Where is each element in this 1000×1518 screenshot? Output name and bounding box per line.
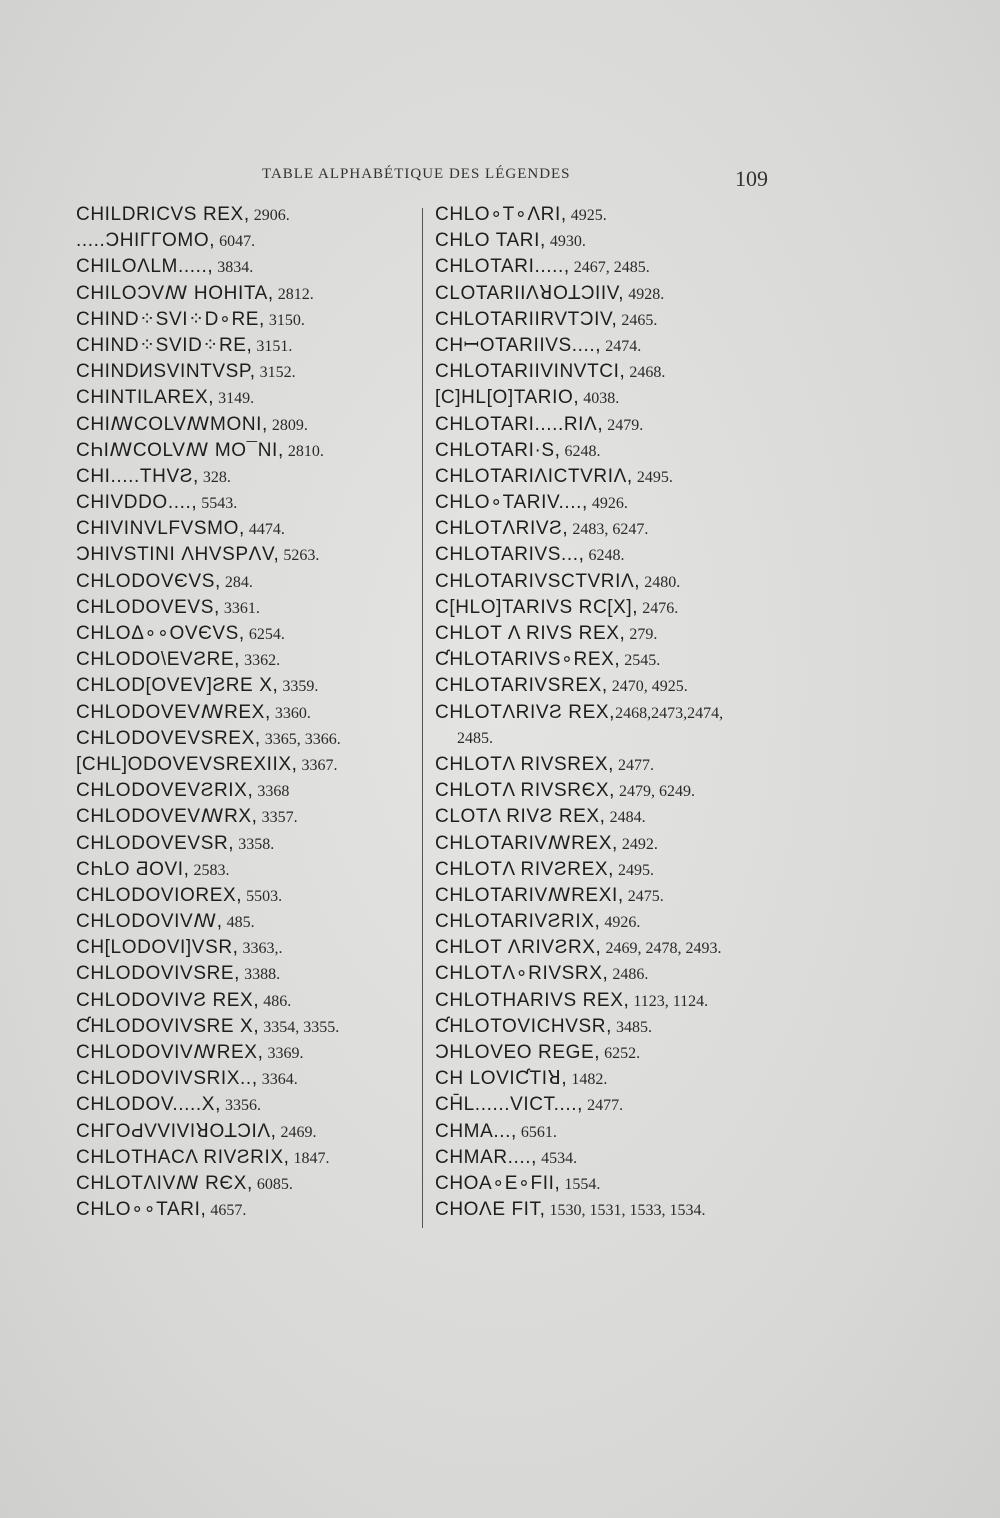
index-entry <box>76 542 416 568</box>
reference-numbers: 2495. <box>632 468 673 486</box>
legend-text: CHLODOVEVSREX, <box>76 727 261 749</box>
index-entry <box>435 1119 785 1145</box>
reference-numbers: 4657. <box>206 1202 247 1220</box>
legend-text: CHLODOVIVꟿ, <box>76 911 223 933</box>
index-entry <box>435 385 785 411</box>
legend-text: C[HLO]TARIVS RC[X], <box>435 596 639 618</box>
legend-text: [CHL]ODOVEVSREXIIX, <box>76 753 298 775</box>
index-entry <box>76 1092 416 1118</box>
reference-numbers: 2470, 4925. <box>607 678 688 696</box>
index-entry <box>76 909 416 935</box>
index-entry <box>76 307 416 333</box>
legend-text: CHLOTARI·S, <box>435 439 561 461</box>
legend-text: CHLOTARIVꟿREXI, <box>435 884 624 906</box>
legend-text: CHMAR...., <box>435 1146 538 1168</box>
index-entry <box>76 726 416 752</box>
reference-numbers: 3365, 3366. <box>260 730 341 748</box>
index-entry <box>435 464 785 490</box>
legend-text: ƆHLOVEO REGE, <box>435 1042 601 1063</box>
reference-numbers: 328. <box>198 468 231 486</box>
index-entry <box>76 1145 416 1171</box>
index-entry <box>76 254 416 280</box>
reference-numbers: 1482. <box>567 1071 608 1089</box>
reference-numbers: 4928. <box>624 285 665 303</box>
index-entry <box>435 1197 785 1223</box>
index-entry <box>435 804 785 830</box>
reference-numbers: 5503. <box>242 887 283 905</box>
index-entry <box>435 202 785 228</box>
reference-numbers: 1554. <box>560 1175 601 1193</box>
index-entry <box>435 490 785 516</box>
legend-text: CHLOTARI.....RIΛ, <box>435 413 604 435</box>
reference-numbers: 2477. <box>583 1097 624 1115</box>
index-entry <box>76 935 416 961</box>
reference-numbers: 2476. <box>638 599 679 617</box>
legend-text: CHLOTARIVƧRIX, <box>435 911 601 933</box>
index-entry <box>435 307 785 333</box>
index-entry <box>435 228 785 254</box>
legend-text: CHLOT ΛRIVƧRX, <box>435 937 602 959</box>
index-entry <box>435 569 785 595</box>
reference-numbers: 3354, 3355. <box>259 1018 340 1036</box>
reference-numbers: 3356. <box>220 1097 261 1115</box>
index-entry <box>435 438 785 464</box>
legend-text: CHIND⁘SVID⁘RE, <box>76 334 253 356</box>
legend-text: CHLOTARIIRVTƆIV, <box>435 308 618 330</box>
reference-numbers: 2492. <box>617 835 658 853</box>
reference-numbers: 4925. <box>566 207 607 224</box>
legend-text: CHLODOVIOREX, <box>76 884 243 906</box>
legend-text: CHLOTARIVS..., <box>435 544 585 566</box>
legend-text: CHLOTΛ RIVSREX, <box>435 753 615 775</box>
index-entry <box>76 673 416 699</box>
page-number: 109 <box>735 166 768 191</box>
index-entry <box>76 412 416 438</box>
reference-numbers: 2812. <box>273 285 314 303</box>
legend-text: CHLOTΛIVꟿ RЄX, <box>76 1172 253 1194</box>
reference-numbers: 2468. <box>625 364 666 382</box>
legend-text: CHINTILAREX, <box>76 387 215 409</box>
reference-numbers: 3359. <box>278 678 319 696</box>
reference-numbers: 2485. <box>457 729 493 747</box>
index-entry <box>435 647 785 673</box>
legend-text: CHLOTΛRIVƧ, <box>435 518 569 540</box>
legend-text: CHLOTHACΛ RIVƧRIX, <box>76 1146 290 1168</box>
reference-numbers: 2495. <box>614 861 655 879</box>
legend-text: CHLOTΛRIVƧ REX, <box>435 701 616 723</box>
index-entry <box>435 542 785 568</box>
reference-numbers: 4038. <box>579 390 620 408</box>
legend-text: CHLODOVEVS, <box>76 596 220 618</box>
reference-numbers: 2475. <box>623 887 664 905</box>
reference-numbers: 284. <box>220 573 253 591</box>
legend-text: CHLOTARIΛICTVRIΛ, <box>435 465 633 487</box>
index-entry <box>435 909 785 935</box>
reference-numbers: 2465. <box>617 311 658 329</box>
index-entry <box>435 1066 785 1092</box>
legend-text: CHLODOVIVSRE, <box>76 963 241 985</box>
index-entry <box>76 1066 416 1092</box>
index-entry <box>76 1171 416 1197</box>
index-entry <box>435 1040 785 1066</box>
legend-text: CHLOTARI....., <box>435 256 570 278</box>
index-entry <box>435 673 785 699</box>
reference-numbers: 3152. <box>255 364 296 382</box>
reference-numbers: 6561. <box>516 1123 557 1141</box>
reference-numbers: 3388. <box>240 966 281 984</box>
reference-numbers: 3358. <box>234 835 275 853</box>
index-entry <box>76 281 416 307</box>
reference-numbers: 2483, 6247. <box>568 521 649 539</box>
reference-numbers: 3362. <box>240 652 281 670</box>
reference-numbers: 4926. <box>600 914 641 932</box>
index-entry <box>76 359 416 385</box>
index-entry <box>76 516 416 542</box>
index-entry <box>435 726 785 752</box>
reference-numbers: 2809. <box>267 416 308 434</box>
legend-text: CHLOT Λ RIVS REX, <box>435 623 626 644</box>
reference-numbers: 1530, 1531, 1533, 1534. <box>545 1202 706 1220</box>
legend-text: CHLODO\EVƧRE, <box>76 649 241 671</box>
index-entry <box>76 1197 416 1223</box>
reference-numbers: 1847. <box>289 1149 330 1167</box>
legend-text: CHLODOVEVSR, <box>76 832 235 854</box>
legend-text: CHLOTARIVꟿREX, <box>435 832 618 854</box>
legend-text: CHLO∘T∘ΛRI, <box>435 204 567 225</box>
legend-text: CHLO∘∘TARI, <box>76 1199 207 1221</box>
legend-text: CHLOTΛ RIVSRЄX, <box>435 780 615 802</box>
reference-numbers: 2484. <box>605 809 646 827</box>
index-entry <box>76 804 416 830</box>
legend-text: CҺIꟿCOLVꟿ MO¯NI, <box>76 439 284 461</box>
index-entry <box>435 254 785 280</box>
column-divider <box>422 208 423 1228</box>
index-entry <box>76 961 416 987</box>
index-entry <box>435 621 785 647</box>
reference-numbers: 3834. <box>213 259 254 277</box>
legend-text: ƇHLOTARIVS∘REX, <box>435 649 621 671</box>
index-entry <box>435 752 785 778</box>
index-entry <box>435 595 785 621</box>
index-entry <box>435 516 785 542</box>
legend-text: CHLODOVIVꟿREX, <box>76 1042 264 1063</box>
reference-numbers: 485. <box>222 914 255 932</box>
index-entry <box>76 700 416 726</box>
reference-numbers: 2469. <box>276 1123 317 1141</box>
running-head: TABLE ALPHABÉTIQUE DES LÉGENDES <box>262 166 571 182</box>
legend-text: CHLOTARIVSREX, <box>435 675 608 697</box>
index-entry <box>76 438 416 464</box>
index-entry <box>76 1119 416 1145</box>
legend-text: CHOΛE FIT, <box>435 1199 546 1221</box>
legend-text: CHLODOVIVSRIX.., <box>76 1068 258 1090</box>
index-entry <box>435 857 785 883</box>
reference-numbers: 3485. <box>611 1018 652 1036</box>
index-entry <box>435 333 785 359</box>
legend-text: CHLODOVEVꟿREX, <box>76 701 271 723</box>
legend-text: CHLODOVЄVS, <box>76 570 221 592</box>
left-column <box>76 202 416 1223</box>
legend-text: CHLOΔ∘∘OVЄVS, <box>76 623 245 644</box>
index-entry <box>435 359 785 385</box>
index-entry <box>76 647 416 673</box>
index-entry <box>76 1014 416 1040</box>
reference-numbers: 5543. <box>197 495 238 513</box>
reference-numbers: 6047. <box>215 233 256 251</box>
legend-text: ƇHLODOVIVSRE X, <box>76 1015 260 1037</box>
legend-text: [C]HL[O]TARIO, <box>435 387 580 409</box>
legend-text: CҺLO ƋOVI, <box>76 858 190 880</box>
legend-text: CHLODOVIVƧ REX, <box>76 989 260 1011</box>
legend-text: CLOTΛ RIVƧ REX, <box>435 806 606 828</box>
legend-text: CHꟷOTARIIVS...., <box>435 334 602 356</box>
legend-text: CHLO∘TARIV...., <box>435 492 588 514</box>
reference-numbers: 3367. <box>297 756 338 774</box>
legend-text: CHIND⁘SVI⁘D∘RE, <box>76 308 265 330</box>
index-entry <box>76 778 416 804</box>
reference-numbers: 6252. <box>600 1045 641 1062</box>
legend-text: CHINDИSVINTVSP, <box>76 361 256 383</box>
legend-text: CHIꟿCOLVꟿMONI, <box>76 413 268 435</box>
reference-numbers: 2479, 6249. <box>615 783 695 801</box>
reference-numbers: 4534. <box>537 1149 578 1167</box>
reference-numbers: 486. <box>259 992 292 1010</box>
index-entry <box>435 1092 785 1118</box>
legend-text: CHLODOVEVƧRIX, <box>76 780 254 802</box>
index-entry <box>435 412 785 438</box>
legend-text: CHLOTARIIVINVTCI, <box>435 361 626 383</box>
legend-text: ƇHLOTOVICHVSR, <box>435 1015 612 1037</box>
index-entry <box>435 281 785 307</box>
reference-numbers: 4474. <box>244 521 285 539</box>
index-entry <box>435 1145 785 1171</box>
index-entry <box>76 857 416 883</box>
reference-numbers: 2906. <box>249 207 290 224</box>
index-entry <box>76 385 416 411</box>
reference-numbers: 6248. <box>560 442 601 460</box>
legend-text: ƆHIVSTINI ΛHVSPΛV, <box>76 544 280 566</box>
reference-numbers: 3357. <box>257 809 298 827</box>
legend-text: CH LOVIƇTIꓤ, <box>435 1068 568 1090</box>
reference-numbers: 2469, 2478, 2493. <box>601 940 722 958</box>
index-entry <box>76 1040 416 1066</box>
legend-text: CH̄L......VICT...., <box>435 1094 584 1116</box>
legend-text: CHI.....THVƧ, <box>76 465 199 487</box>
index-entry <box>435 778 785 804</box>
legend-text: .....ƆHIΓΓOMO, <box>76 230 216 252</box>
legend-text: CHΓOԀVVIVIꓤOꓕƆIΛ, <box>76 1120 277 1142</box>
reference-numbers: 2467, 2485. <box>569 259 650 277</box>
index-entry <box>76 490 416 516</box>
legend-text: CLOTARIIΛꓤOꓕƆIIV, <box>435 282 625 304</box>
index-entry <box>435 988 785 1014</box>
index-entry <box>435 831 785 857</box>
index-entry <box>76 831 416 857</box>
reference-numbers: 2583. <box>189 861 230 879</box>
legend-text: CHLOTHARIVS REX, <box>435 989 630 1011</box>
index-entry <box>435 935 785 961</box>
legend-text: CHLOTARIVSCTVRIΛ, <box>435 570 641 592</box>
reference-numbers: 6248. <box>584 547 625 565</box>
index-entry <box>435 883 785 909</box>
legend-text: CHIVDDO...., <box>76 492 198 514</box>
right-column <box>435 202 785 1223</box>
index-entry <box>76 228 416 254</box>
reference-numbers: 3368 <box>253 783 290 801</box>
legend-text: CHILOΛLM....., <box>76 256 214 278</box>
legend-text: CHLOTΛ∘RIVSRX, <box>435 963 609 985</box>
index-entry <box>76 595 416 621</box>
reference-numbers: 4930. <box>545 233 586 251</box>
reference-numbers: 3363,. <box>238 940 283 958</box>
legend-text: CHLODOVEVꟿRX, <box>76 806 258 828</box>
reference-numbers: 3151. <box>252 337 293 355</box>
reference-numbers: 3369. <box>263 1045 304 1062</box>
legend-text: CHLOD[OVEV]ƧRE X, <box>76 675 279 697</box>
reference-numbers: 3360. <box>270 704 311 722</box>
index-entry <box>76 569 416 595</box>
reference-numbers: 2486. <box>608 966 649 984</box>
index-entry <box>76 333 416 359</box>
reference-numbers: 2479. <box>603 416 644 434</box>
reference-numbers: 2480. <box>640 573 681 591</box>
legend-text: CHIVINVLFVSMO, <box>76 518 245 540</box>
reference-numbers: 279. <box>625 626 658 643</box>
legend-text: CHLO TARI, <box>435 230 546 252</box>
reference-numbers: 6085. <box>252 1175 293 1193</box>
index-entry <box>76 464 416 490</box>
reference-numbers: 2545. <box>620 652 661 670</box>
reference-numbers: 6254. <box>244 626 285 643</box>
reference-numbers: 4926. <box>587 495 628 513</box>
reference-numbers: 3150. <box>264 311 305 329</box>
reference-numbers: 1123, 1124. <box>629 992 709 1010</box>
reference-numbers: 2477. <box>614 756 655 774</box>
index-entry <box>76 988 416 1014</box>
reference-numbers: 3361. <box>219 599 260 617</box>
index-entry <box>76 752 416 778</box>
reference-numbers: 2474. <box>601 337 642 355</box>
legend-text: CHLOTΛ RIVƧREX, <box>435 858 615 880</box>
index-entry <box>76 202 416 228</box>
legend-text: CH[LODOVI]VSR, <box>76 937 239 959</box>
legend-text: CHMA..., <box>435 1120 517 1142</box>
legend-text: CHLODOV.....X, <box>76 1094 221 1116</box>
index-entry <box>76 621 416 647</box>
legend-text: CHILDRICVS REX, <box>76 204 250 225</box>
index-entry <box>76 883 416 909</box>
index-entry <box>435 700 785 726</box>
reference-numbers: 3149. <box>214 390 255 408</box>
reference-numbers: 5263. <box>279 547 320 565</box>
legend-text: CHILOƆVꟿ HOHITA, <box>76 282 274 304</box>
reference-numbers: 2810. <box>283 442 324 460</box>
legend-text: CHOA∘E∘FII, <box>435 1172 561 1194</box>
index-entry <box>435 961 785 987</box>
index-entry <box>435 1171 785 1197</box>
reference-numbers: 3364. <box>257 1071 298 1089</box>
reference-numbers: 2468,2473,2474, <box>615 704 724 722</box>
index-entry <box>435 1014 785 1040</box>
